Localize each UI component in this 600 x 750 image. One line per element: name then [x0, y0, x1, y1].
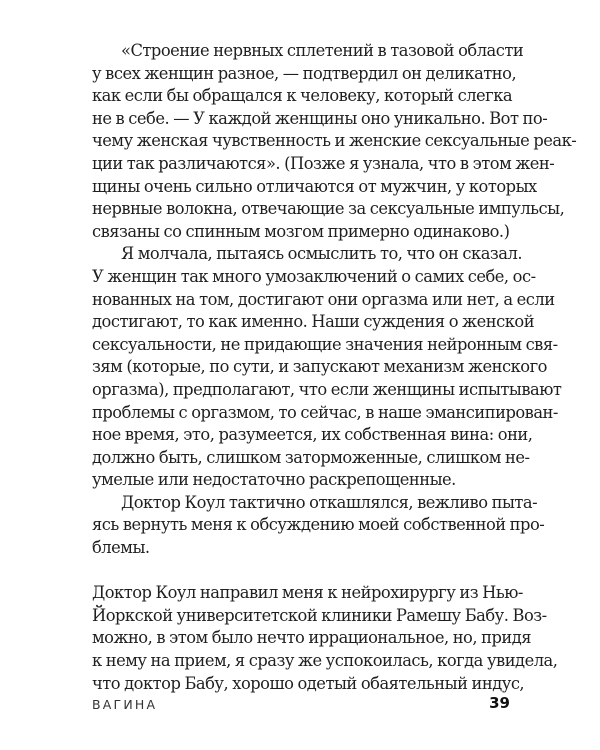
text-line: ясь вернуть меня к обсуждению моей собственной про- — [92, 515, 545, 535]
text-line: должно быть, слишком заторможенные, слишком не- — [92, 447, 530, 467]
text-line: Йоркской университетской клиники Рамешу Бабу. Воз- — [92, 605, 547, 625]
running-title: ВАГИНА — [92, 697, 158, 712]
text-line: к нему на прием, я сразу же успокоилась, когда увидела, — [92, 651, 558, 671]
text-line: нованных на том, достигают они оргазма или нет, а если — [92, 289, 555, 309]
text-line: проблемы с оргазмом, то сейчас, в наше эмансипирован- — [92, 402, 558, 422]
text-line: Доктор Коул направил меня к нейрохирургу из Нью- — [92, 583, 523, 603]
text-line: ции так различаются». (Позже я узнала, что в этом жен- — [92, 153, 555, 173]
text-line: можно, в этом было нечто иррациональное, но, придя — [92, 628, 532, 648]
section-break — [92, 560, 510, 583]
text-line: У женщин так много умозаключений о самих себе, ос- — [92, 266, 536, 286]
text-line: сексуальности, не придающие значения нейронным свя- — [92, 334, 558, 354]
text-line: не в себе. — У каждой женщины оно уникально. Вот по- — [92, 108, 548, 128]
body-text — [92, 40, 577, 695]
text-line: оргазма), предполагают, что если женщины испытывают — [92, 379, 562, 399]
text-line: Доктор Коул тактично откашлялся, вежливо пыта- — [121, 492, 538, 512]
text-line: нервные волокна, отвечающие за сексуальные импульсы, — [92, 199, 565, 219]
text-line: зям (которые, по сути, и запускают механизм женского — [92, 357, 547, 377]
text-line: достигают, то как именно. Наши суждения о женской — [92, 312, 535, 332]
page-number: 39 — [489, 694, 510, 712]
text-line: как если бы обращался к человеку, который слегка — [92, 86, 513, 106]
text-line: «Строение нервных сплетений в тазовой области — [121, 41, 524, 60]
text-line: щины очень сильно отличаются от мужчин, у которых — [92, 176, 537, 196]
text-line: у всех женщин разное, — подтвердил он деликатно, — [92, 63, 517, 83]
text-line: чему женская чувственность и женские сексуальные реак- — [92, 131, 577, 151]
text-line: Я молчала, пытаясь осмыслить то, что он сказал. — [121, 244, 523, 264]
text-line: ное время, это, разумеется, их собственная вина: они, — [92, 425, 533, 445]
text-line: блемы. — [92, 538, 150, 558]
text-line: что доктор Бабу, хорошо одетый обаятельный индус, — [92, 673, 525, 693]
text-line: связаны со спинным мозгом примерно одинаково.) — [92, 221, 510, 241]
text-line: умелые или недостаточно раскрепощенные. — [92, 470, 456, 490]
